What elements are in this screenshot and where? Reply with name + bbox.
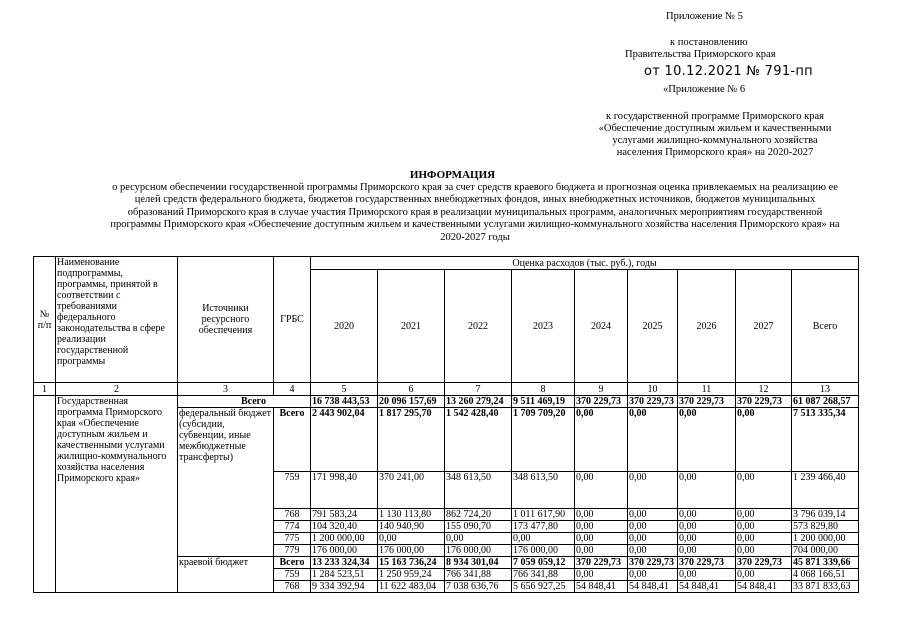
- value-cell: 1 200 000,00: [311, 533, 378, 545]
- total-value: 370 229,73: [575, 396, 628, 408]
- col-header-no: № п/п: [34, 257, 56, 383]
- total-value: 9 511 469,19: [512, 396, 575, 408]
- grbs-cell: 779: [274, 545, 311, 557]
- year-header: 2026: [678, 270, 736, 383]
- value-cell: 0,00: [736, 545, 792, 557]
- column-number: 5: [311, 383, 378, 396]
- source-federal: федеральный бюджет (субсидии, субвенции, иные межбюджетные трансферты): [178, 408, 274, 557]
- value-cell: 0,00: [736, 569, 792, 581]
- value-cell: 0,00: [628, 509, 678, 521]
- grbs-cell: Всего: [274, 557, 311, 569]
- value-cell: 0,00: [575, 569, 628, 581]
- value-cell: 0,00: [736, 521, 792, 533]
- value-cell: 4 068 166,51: [792, 569, 859, 581]
- year-header: 2023: [512, 270, 575, 383]
- column-number-row: [34, 383, 859, 396]
- value-cell: 176 000,00: [445, 545, 512, 557]
- value-cell: 0,00: [575, 533, 628, 545]
- value-cell: 7 059 059,12: [512, 557, 575, 569]
- total-value: 370 229,73: [628, 396, 678, 408]
- grbs-cell: 768: [274, 509, 311, 521]
- grbs-cell: 768: [274, 581, 311, 593]
- total-value: 61 087 268,57: [792, 396, 859, 408]
- program-ref-line-2: «Обеспечение доступным жильем и качественными: [598, 123, 832, 134]
- value-cell: 0,00: [628, 472, 678, 509]
- value-cell: 140 940,90: [378, 521, 445, 533]
- value-cell: 370 229,73: [678, 557, 736, 569]
- value-cell: 176 000,00: [378, 545, 445, 557]
- value-cell: 8 934 301,04: [445, 557, 512, 569]
- appendix-6: «Приложение № 6: [663, 84, 746, 95]
- value-cell: 348 613,50: [445, 472, 512, 509]
- value-cell: 0,00: [628, 533, 678, 545]
- value-cell: 0,00: [575, 408, 628, 472]
- value-cell: 1 709 709,20: [512, 408, 575, 472]
- value-cell: 1 200 000,00: [792, 533, 859, 545]
- value-cell: 0,00: [628, 569, 678, 581]
- value-cell: 171 998,40: [311, 472, 378, 509]
- value-cell: 0,00: [678, 509, 736, 521]
- program-ref-line-3: услугами жилищно-коммунального хозяйства: [612, 135, 818, 146]
- value-cell: 1 239 466,40: [792, 472, 859, 509]
- column-number: 13: [792, 383, 859, 396]
- value-cell: 176 000,00: [512, 545, 575, 557]
- value-cell: 173 477,80: [512, 521, 575, 533]
- value-cell: 573 829,80: [792, 521, 859, 533]
- value-cell: 45 871 339,66: [792, 557, 859, 569]
- year-header: 2027: [736, 270, 792, 383]
- year-header: 2022: [445, 270, 512, 383]
- column-number: 1: [34, 383, 56, 396]
- year-header: 2020: [311, 270, 378, 383]
- program-ref-line-1: к государственной программе Приморского края: [606, 111, 824, 122]
- program-ref-line-4: населения Приморского края» на 2020-2027: [616, 147, 814, 158]
- year-header: 2021: [378, 270, 445, 383]
- value-cell: 0,00: [736, 509, 792, 521]
- value-cell: 0,00: [445, 533, 512, 545]
- to-resolution: к постановлению: [670, 37, 748, 48]
- col-header-estimate: Оценка расходов (тыс. руб.), годы: [311, 257, 859, 270]
- value-cell: 54 848,41: [575, 581, 628, 593]
- value-cell: 1 011 617,90: [512, 509, 575, 521]
- grbs-cell: 759: [274, 472, 311, 509]
- value-cell: 704 000,00: [792, 545, 859, 557]
- value-cell: 176 000,00: [311, 545, 378, 557]
- value-cell: 7 038 636,76: [445, 581, 512, 593]
- column-number: 9: [575, 383, 628, 396]
- value-cell: 370 229,73: [575, 557, 628, 569]
- value-cell: 1 284 523,51: [311, 569, 378, 581]
- grbs-cell: 759: [274, 569, 311, 581]
- value-cell: 1 250 959,24: [378, 569, 445, 581]
- total-header: Всего: [792, 270, 859, 383]
- resource-table: [33, 256, 859, 593]
- value-cell: 54 848,41: [736, 581, 792, 593]
- total-value: 13 260 279,24: [445, 396, 512, 408]
- grbs-cell: 775: [274, 533, 311, 545]
- value-cell: 0,00: [678, 533, 736, 545]
- value-cell: 0,00: [678, 521, 736, 533]
- value-cell: 33 871 833,63: [792, 581, 859, 593]
- value-cell: 0,00: [678, 472, 736, 509]
- total-value: 370 229,73: [736, 396, 792, 408]
- value-cell: 0,00: [736, 533, 792, 545]
- document-description: о ресурсном обеспечении государственной программы Приморского края за счет средств краевого бюджета и прогнозная оценка привлекаемых на реализацию ее целей средств федерального бюджета, бюджетов государственных внебюджетных фондов, иных внебюджетных источников, бюджетов муниципальных образований Приморского края в случае участия Приморского края в реализации муниципальных программ, аналогичных мероприятиям государственной программы Приморского края «Обеспечение доступным жильем и качественными услугами жилищно-коммунального хозяйства населения Приморского края» на 2020-2027 годы: [110, 182, 840, 243]
- value-cell: 0,00: [575, 521, 628, 533]
- column-number: 11: [678, 383, 736, 396]
- row-number-cell: [34, 396, 56, 593]
- value-cell: 54 848,41: [678, 581, 736, 593]
- column-number: 10: [628, 383, 678, 396]
- value-cell: 370 229,73: [628, 557, 678, 569]
- value-cell: 1 817 295,70: [378, 408, 445, 472]
- value-cell: 0,00: [736, 472, 792, 509]
- value-cell: 7 513 335,34: [792, 408, 859, 472]
- value-cell: 766 341,88: [512, 569, 575, 581]
- value-cell: 155 090,70: [445, 521, 512, 533]
- value-cell: 13 233 324,34: [311, 557, 378, 569]
- value-cell: 0,00: [628, 545, 678, 557]
- total-value: 370 229,73: [678, 396, 736, 408]
- total-value: 20 096 157,69: [378, 396, 445, 408]
- decree-number: от 10.12.2021 № 791-пп: [644, 64, 813, 79]
- value-cell: 1 130 113,80: [378, 509, 445, 521]
- value-cell: 348 613,50: [512, 472, 575, 509]
- total-value: 16 738 443,53: [311, 396, 378, 408]
- program-name: Государственная программа Приморского края «Обеспечение доступным жильем и качественными услугами жилищно-коммунального хозяйства населения Приморского края»: [56, 396, 178, 593]
- appendix-number: Приложение № 5: [666, 11, 743, 22]
- value-cell: 0,00: [678, 408, 736, 472]
- value-cell: 0,00: [378, 533, 445, 545]
- value-cell: 0,00: [575, 509, 628, 521]
- value-cell: 0,00: [512, 533, 575, 545]
- table-header-row-1: [34, 257, 859, 270]
- value-cell: 9 334 392,94: [311, 581, 378, 593]
- value-cell: 862 724,20: [445, 509, 512, 521]
- value-cell: 5 656 927,25: [512, 581, 575, 593]
- column-number: 7: [445, 383, 512, 396]
- government-line: Правительства Приморского края: [625, 49, 776, 60]
- value-cell: 54 848,41: [628, 581, 678, 593]
- column-number: 6: [378, 383, 445, 396]
- value-cell: 370 229,73: [736, 557, 792, 569]
- grbs-cell: Всего: [274, 408, 311, 472]
- col-header-source: Источники ресурсного обеспечения: [178, 257, 274, 383]
- value-cell: 2 443 902,04: [311, 408, 378, 472]
- column-number: 8: [512, 383, 575, 396]
- col-header-name: Наименование подпрограммы, программы, принятой в соответствии с требованиями федерального законодательства в сфере реализации государственной программы: [56, 257, 178, 383]
- year-header: 2024: [575, 270, 628, 383]
- value-cell: 0,00: [575, 472, 628, 509]
- value-cell: 1 542 428,40: [445, 408, 512, 472]
- value-cell: 15 163 736,24: [378, 557, 445, 569]
- column-number: 3: [178, 383, 274, 396]
- grbs-cell: 774: [274, 521, 311, 533]
- column-number: 2: [56, 383, 178, 396]
- column-number: 12: [736, 383, 792, 396]
- value-cell: 11 622 483,04: [378, 581, 445, 593]
- value-cell: 0,00: [575, 545, 628, 557]
- value-cell: 0,00: [678, 545, 736, 557]
- col-header-grbs: ГРБС: [274, 257, 311, 383]
- value-cell: 766 341,88: [445, 569, 512, 581]
- value-cell: 3 796 039,14: [792, 509, 859, 521]
- value-cell: 0,00: [628, 521, 678, 533]
- table-row-total: [34, 396, 859, 408]
- value-cell: 370 241,00: [378, 472, 445, 509]
- value-cell: 0,00: [736, 408, 792, 472]
- value-cell: 0,00: [628, 408, 678, 472]
- document-title: ИНФОРМАЦИЯ: [409, 169, 496, 181]
- value-cell: 791 583,24: [311, 509, 378, 521]
- value-cell: 0,00: [678, 569, 736, 581]
- total-label: Всего: [178, 396, 311, 408]
- year-header: 2025: [628, 270, 678, 383]
- value-cell: 104 320,40: [311, 521, 378, 533]
- source-regional: краевой бюджет: [178, 557, 274, 593]
- column-number: 4: [274, 383, 311, 396]
